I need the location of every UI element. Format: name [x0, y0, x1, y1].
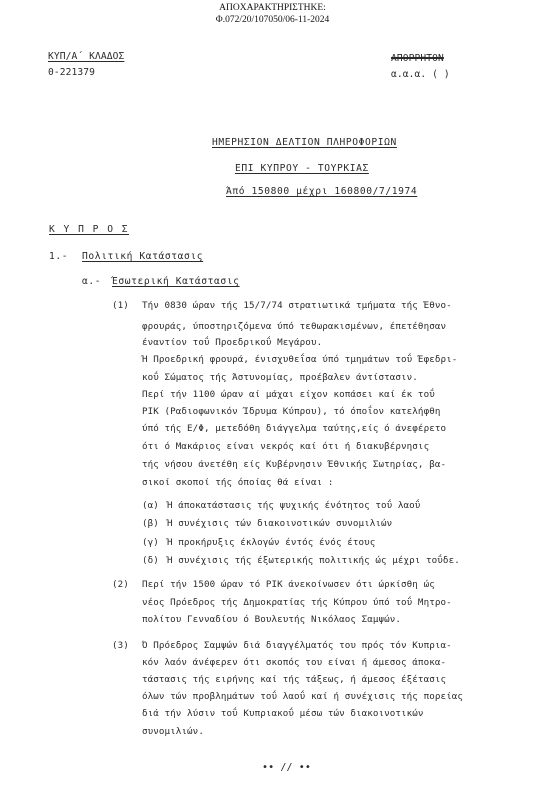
paragraph-line: τάστασις τής ειρήνης καί τής τάξεως, ή άμεσος έξέτασις	[142, 674, 447, 685]
page-end-mark: •• // ••	[262, 762, 311, 773]
paragraph-line: κοΰ Σώματος τής Άστυνομίας, προέβαλεν άντίστασιν.	[142, 372, 418, 383]
sublist-letter: (γ)	[142, 537, 159, 548]
bulletin-title: ΗΜΕΡΗΣΙΟΝ ΔΕΛΤΙΟΝ ΠΛΗΡΟΦΟΡΙΩΝ	[212, 137, 397, 148]
sublist-text: Ή άποκατάστασις τής ψυχικής ένότητος τοΰ λαοΰ	[167, 500, 421, 511]
paragraph-line: τής νήσου άνετέθη είς Κυβέρνησιν Έθνικής Σωτηρίας, βα-	[142, 459, 447, 470]
paragraph-line: Περί τήν 1500 ώραν τό ΡΙΚ άνεκοίνωσεν ότι ώρκίσθη ώς	[142, 579, 435, 590]
paragraph-line: κόν λαόν άνέφερεν ότι σκοπός του είναι ή άμεσος άποκα-	[142, 657, 447, 668]
sublist-text: Ή συνέχισις τής έξωτερικής πολιτικής ώς μέχρι τοΰδε.	[167, 555, 460, 566]
paragraph-line: όλων τών προβλημάτων τοΰ λαοΰ καί ή συνέχισις τής πορείας	[142, 691, 463, 702]
subsection-title: Έσωτερική Κατάστασις	[112, 276, 240, 287]
bulletin-subject: ΕΠΙ ΚΥΠΡΟΥ - ΤΟΥΡΚΙΑΣ	[235, 163, 369, 174]
paragraph-line: ύπό τής Ε/Φ, μετεδόθη διάγγελμα ταύτης,είς ό άνεφέρετο	[142, 423, 447, 434]
paragraph-line: Ό Πρόεδρος Σαμψών διά διαγγέλματός του πρός τόν Κυπρια-	[142, 640, 452, 651]
subsection-letter: α.-	[82, 276, 102, 287]
sublist-letter: (δ)	[142, 555, 159, 566]
copy-number: α.α.α. ( )	[391, 69, 450, 80]
classification-label: ΑΠΟΡΡΗΤΟΝ	[391, 53, 444, 64]
document-number: 0-221379	[48, 67, 96, 78]
bulletin-period: Άπό 150800 μέχρι 160800/7/1974	[226, 186, 418, 197]
paragraph-line: πολίτου Γενναδίου ό Βουλευτής Νικόλαος Σαμψών.	[142, 614, 402, 625]
declassified-stamp-line1: ΑΠΟΧΑΡΑΚΤΗΡΙΣΤΗΚΕ:	[219, 3, 326, 13]
sublist-letter: (β)	[142, 518, 159, 529]
sublist-text: Ή προκήρυξις έκλογών έντός ένός έτους	[167, 537, 376, 548]
item-number-1: (1)	[112, 300, 129, 311]
department-label: ΚΥΠ/Α΄ ΚΛΑΔΟΣ	[48, 51, 125, 62]
paragraph-line: Τήν 0830 ώραν τής 15/7/74 στρατιωτικά τμήματα τής Έθνο-	[142, 300, 452, 311]
paragraph-line: Περί τήν 1100 ώραν αί μάχαι είχον κοπάσει καί έκ τοΰ	[142, 389, 435, 400]
paragraph-line: φρουράς, ύποστηριζόμενα ύπό τεθωρακισμένων, έπετέθησαν	[142, 321, 447, 332]
paragraph-line: έναντίον τοΰ Προεδρικοΰ Μεγάρου.	[142, 337, 323, 348]
section-heading-cyprus: Κ Υ Π Ρ Ο Σ	[49, 224, 130, 235]
sublist-letter: (α)	[142, 500, 159, 511]
item-number-2: (2)	[112, 579, 129, 590]
item-number-3: (3)	[112, 640, 129, 651]
declassified-stamp-line2: Φ.072/20/107050/06-11-2024	[215, 15, 330, 25]
paragraph-line: ΡΙΚ (Ραδιοφωνικόν Ίδρυμα Κύπρου), τό όποΐον κατελήφθη	[142, 406, 441, 417]
section-number: 1.-	[49, 251, 69, 262]
paragraph-line: νέος Πρόεδρος τής Δημοκρατίας τής Κύπρου ύπό τοΰ Μητρο-	[142, 597, 452, 608]
sublist-text: Ή συνέχισις τών διακοινοτικών συνομιλιών	[167, 518, 393, 529]
paragraph-line: ότι ό Μακάριος είναι νεκρός καί ότι ή διακυβέρνησις	[142, 441, 430, 452]
section-title: Πολιτική Κατάστασις	[82, 251, 204, 262]
paragraph-line: διά τήν λύσιν τοΰ Κυπριακοΰ μέσω τών διακοινοτικών	[142, 708, 424, 719]
paragraph-line: συνομιλιών.	[142, 726, 204, 737]
paragraph-line: σικοί σκοποί τής όποίας θά είναι :	[142, 477, 334, 488]
paragraph-line: Ή Προεδρική φρουρά, ένισχυθεΐσα ύπό τμημάτων τοΰ Έφεδρι-	[142, 354, 458, 365]
